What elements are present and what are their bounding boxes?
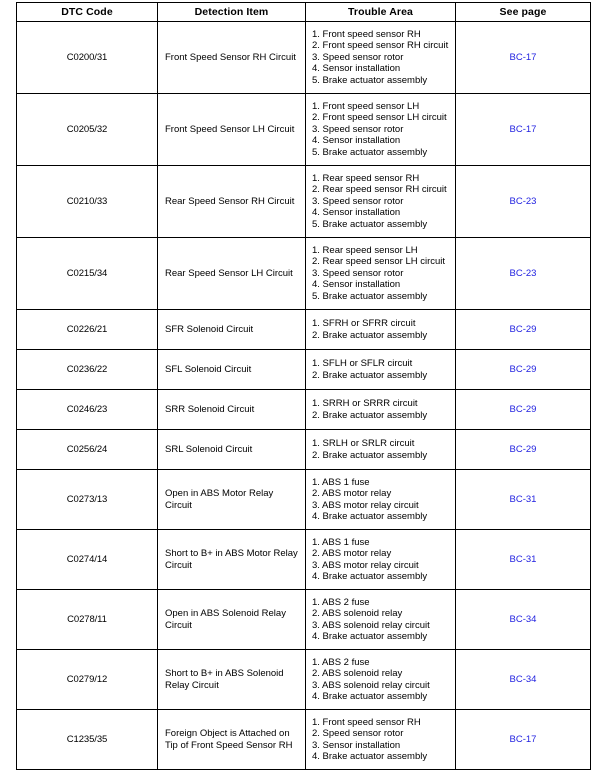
- table-row: [17, 430, 591, 470]
- table-body: [17, 22, 591, 770]
- trouble-area-item: 3. Speed sensor rotor: [312, 123, 404, 135]
- see-page-link[interactable]: BC-34: [509, 614, 537, 625]
- see-page-cell: [456, 650, 591, 710]
- trouble-area-cell: [306, 530, 456, 590]
- detection-item-cell: SRR Solenoid Circuit: [158, 390, 306, 430]
- trouble-area-item: 1. ABS 2 fuse: [312, 596, 370, 608]
- see-page-link[interactable]: BC-17: [509, 734, 537, 745]
- detection-item-cell: Rear Speed Sensor RH Circuit: [158, 166, 306, 238]
- dtc-code-cell: C0215/34: [17, 238, 158, 310]
- see-page-cell: [456, 390, 591, 430]
- dtc-code-cell: C0256/24: [17, 430, 158, 470]
- trouble-area-item: 3. Sensor installation: [312, 739, 401, 751]
- trouble-area-item: 2. ABS solenoid relay: [312, 668, 403, 680]
- dtc-code-cell: C0246/23: [17, 390, 158, 430]
- trouble-area-item: 1. ABS 1 fuse: [312, 536, 370, 548]
- trouble-area-item: 1. ABS 1 fuse: [312, 476, 370, 488]
- detection-item-cell: Foreign Object is Attached on Tip of Front Speed Sensor RH: [158, 710, 306, 770]
- see-page-cell: [456, 590, 591, 650]
- trouble-area-item: 1. Front speed sensor RH: [312, 28, 421, 40]
- column-header-detection-item: Detection Item: [158, 3, 306, 22]
- trouble-area-item: 2. Front speed sensor RH circuit: [312, 40, 449, 52]
- trouble-area-item: 1. SFRH or SFRR circuit: [312, 318, 416, 330]
- dtc-diagnostic-table: [16, 2, 591, 770]
- trouble-area-item: 3. ABS solenoid relay circuit: [312, 619, 430, 631]
- trouble-area-item: 3. ABS solenoid relay circuit: [312, 679, 430, 691]
- trouble-area-item: 2. Rear speed sensor LH circuit: [312, 256, 446, 268]
- column-header-dtc-code: DTC Code: [17, 3, 158, 22]
- trouble-area-item: 1. SRRH or SRRR circuit: [312, 398, 418, 410]
- table-row: [17, 238, 591, 310]
- see-page-cell: [456, 22, 591, 94]
- table-row: [17, 390, 591, 430]
- see-page-cell: [456, 310, 591, 350]
- trouble-area-item: 1. Rear speed sensor RH: [312, 172, 420, 184]
- trouble-area-item: 2. ABS solenoid relay: [312, 608, 403, 620]
- dtc-code-cell: C1235/35: [17, 710, 158, 770]
- see-page-link[interactable]: BC-17: [509, 52, 537, 63]
- see-page-link[interactable]: BC-23: [509, 196, 537, 207]
- detection-item-cell: Short to B+ in ABS Solenoid Relay Circuit: [158, 650, 306, 710]
- trouble-area-item: 1. SFLH or SFLR circuit: [312, 358, 413, 370]
- table-row: [17, 650, 591, 710]
- trouble-area-item: 1. ABS 2 fuse: [312, 656, 370, 668]
- see-page-link[interactable]: BC-29: [509, 364, 537, 375]
- trouble-area-item: 2. Rear speed sensor RH circuit: [312, 184, 447, 196]
- trouble-area-cell: [306, 166, 456, 238]
- trouble-area-cell: [306, 650, 456, 710]
- trouble-area-item: 4. Sensor installation: [312, 207, 401, 219]
- trouble-area-item: 5. Brake actuator assembly: [312, 290, 428, 302]
- trouble-area-item: 5. Brake actuator assembly: [312, 146, 428, 158]
- dtc-code-cell: C0236/22: [17, 350, 158, 390]
- see-page-link[interactable]: BC-34: [509, 674, 537, 685]
- detection-item-cell: SRL Solenoid Circuit: [158, 430, 306, 470]
- trouble-area-item: 2. Brake actuator assembly: [312, 449, 428, 461]
- see-page-cell: [456, 166, 591, 238]
- trouble-area-item: 3. ABS motor relay circuit: [312, 559, 419, 571]
- table-row: [17, 22, 591, 94]
- trouble-area-item: 2. Brake actuator assembly: [312, 409, 428, 421]
- see-page-link[interactable]: BC-23: [509, 268, 537, 279]
- column-header-trouble-area: Trouble Area: [306, 3, 456, 22]
- trouble-area-item: 1. Front speed sensor RH: [312, 716, 421, 728]
- trouble-area-cell: [306, 310, 456, 350]
- trouble-area-item: 4. Sensor installation: [312, 135, 401, 147]
- see-page-cell: [456, 470, 591, 530]
- dtc-code-cell: C0274/14: [17, 530, 158, 590]
- dtc-code-cell: C0278/11: [17, 590, 158, 650]
- trouble-area-item: 3. ABS motor relay circuit: [312, 499, 419, 511]
- table-row: [17, 350, 591, 390]
- trouble-area-cell: [306, 238, 456, 310]
- table-row: [17, 530, 591, 590]
- trouble-area-item: 3. Speed sensor rotor: [312, 195, 404, 207]
- dtc-code-cell: C0200/31: [17, 22, 158, 94]
- dtc-code-cell: C0279/12: [17, 650, 158, 710]
- trouble-area-item: 2. ABS motor relay: [312, 548, 392, 560]
- see-page-link[interactable]: BC-29: [509, 444, 537, 455]
- trouble-area-item: 1. Rear speed sensor LH: [312, 244, 418, 256]
- trouble-area-item: 4. Brake actuator assembly: [312, 630, 428, 642]
- trouble-area-cell: [306, 470, 456, 530]
- trouble-area-item: 2. Speed sensor rotor: [312, 728, 404, 740]
- see-page-cell: [456, 238, 591, 310]
- trouble-area-cell: [306, 430, 456, 470]
- detection-item-cell: SFR Solenoid Circuit: [158, 310, 306, 350]
- trouble-area-item: 2. ABS motor relay: [312, 488, 392, 500]
- header-row: [17, 3, 591, 22]
- see-page-cell: [456, 530, 591, 590]
- trouble-area-item: 2. Brake actuator assembly: [312, 329, 428, 341]
- detection-item-cell: Open in ABS Solenoid Relay Circuit: [158, 590, 306, 650]
- trouble-area-item: 3. Speed sensor rotor: [312, 51, 404, 63]
- trouble-area-cell: [306, 350, 456, 390]
- table-row: [17, 710, 591, 770]
- table-row: [17, 310, 591, 350]
- trouble-area-item: 2. Brake actuator assembly: [312, 369, 428, 381]
- detection-item-cell: Front Speed Sensor LH Circuit: [158, 94, 306, 166]
- trouble-area-cell: [306, 22, 456, 94]
- see-page-link[interactable]: BC-31: [509, 554, 537, 565]
- dtc-code-cell: C0205/32: [17, 94, 158, 166]
- trouble-area-item: 5. Brake actuator assembly: [312, 218, 428, 230]
- detection-item-cell: Short to B+ in ABS Motor Relay Circuit: [158, 530, 306, 590]
- column-header-see-page: See page: [456, 3, 591, 22]
- table-row: [17, 94, 591, 166]
- table-row: [17, 470, 591, 530]
- see-page-link[interactable]: BC-31: [509, 494, 537, 505]
- trouble-area-item: 5. Brake actuator assembly: [312, 74, 428, 86]
- trouble-area-cell: [306, 390, 456, 430]
- detection-item-cell: Open in ABS Motor Relay Circuit: [158, 470, 306, 530]
- trouble-area-item: 3. Speed sensor rotor: [312, 267, 404, 279]
- trouble-area-item: 1. SRLH or SRLR circuit: [312, 438, 415, 450]
- trouble-area-item: 4. Brake actuator assembly: [312, 690, 428, 702]
- trouble-area-item: 4. Sensor installation: [312, 279, 401, 291]
- see-page-link[interactable]: BC-29: [509, 324, 537, 335]
- dtc-code-cell: C0273/13: [17, 470, 158, 530]
- table-row: [17, 166, 591, 238]
- trouble-area-item: 4. Brake actuator assembly: [312, 750, 428, 762]
- detection-item-cell: SFL Solenoid Circuit: [158, 350, 306, 390]
- table-row: [17, 590, 591, 650]
- see-page-cell: [456, 430, 591, 470]
- trouble-area-cell: [306, 590, 456, 650]
- see-page-cell: [456, 710, 591, 770]
- trouble-area-item: 2. Front speed sensor LH circuit: [312, 112, 447, 124]
- table-header: [17, 3, 591, 22]
- trouble-area-item: 4. Sensor installation: [312, 63, 401, 75]
- trouble-area-item: 1. Front speed sensor LH: [312, 100, 420, 112]
- detection-item-cell: Rear Speed Sensor LH Circuit: [158, 238, 306, 310]
- dtc-code-cell: C0226/21: [17, 310, 158, 350]
- see-page-link[interactable]: BC-29: [509, 404, 537, 415]
- trouble-area-item: 4. Brake actuator assembly: [312, 510, 428, 522]
- see-page-link[interactable]: BC-17: [509, 124, 537, 135]
- trouble-area-cell: [306, 710, 456, 770]
- see-page-cell: [456, 350, 591, 390]
- trouble-area-item: 4. Brake actuator assembly: [312, 570, 428, 582]
- trouble-area-cell: [306, 94, 456, 166]
- detection-item-cell: Front Speed Sensor RH Circuit: [158, 22, 306, 94]
- see-page-cell: [456, 94, 591, 166]
- dtc-code-cell: C0210/33: [17, 166, 158, 238]
